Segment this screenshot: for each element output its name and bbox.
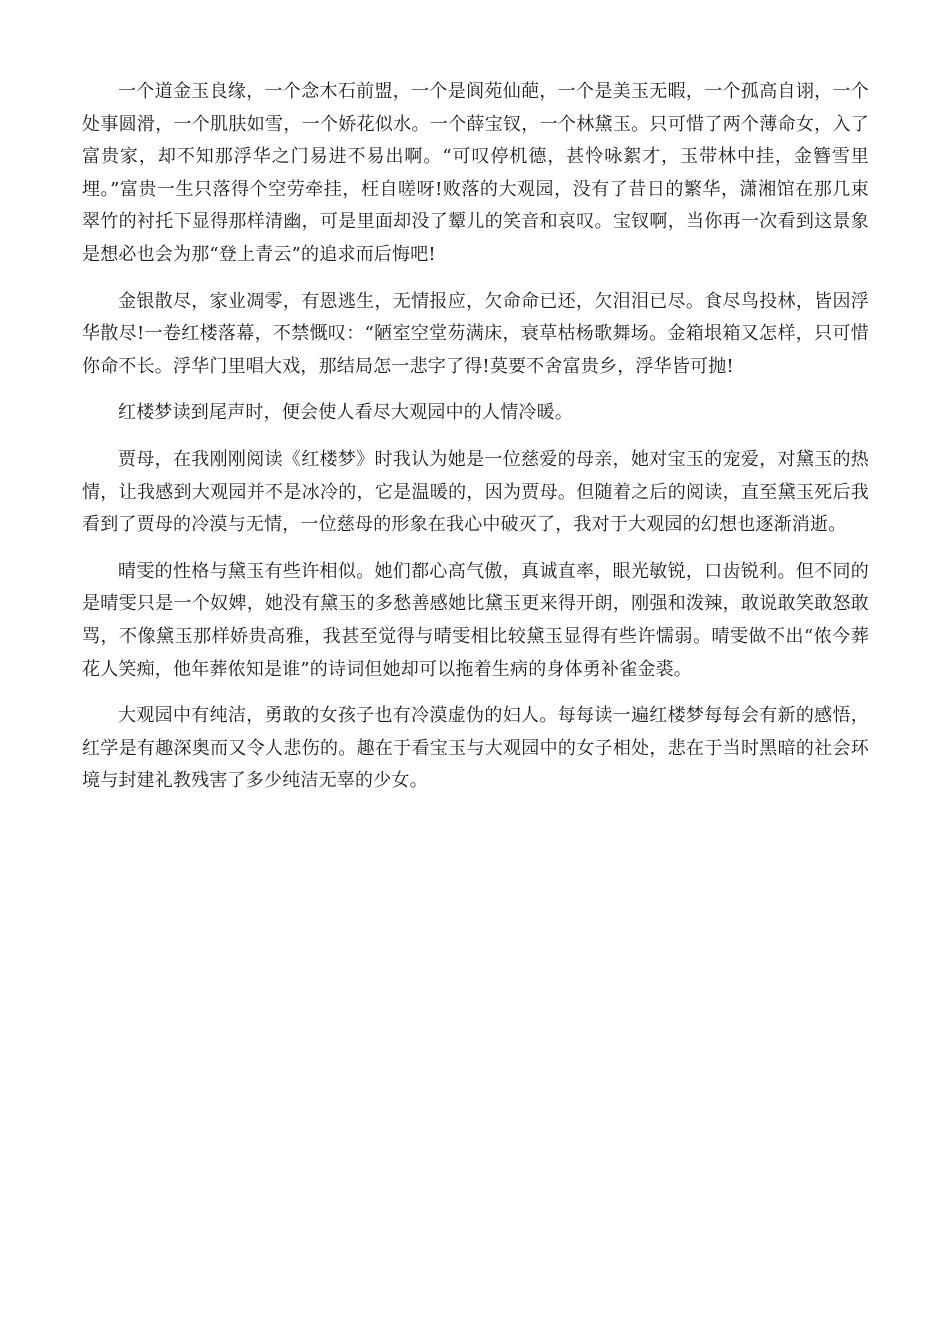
paragraph-3: 红楼梦读到尾声时，便会使人看尽大观园中的人情冷暖。 [118, 402, 573, 424]
document-body [82, 76, 869, 812]
paragraph-2: 金银散尽，家业凋零，有恩逃生，无情报应，欠命命已还，欠泪泪已尽。食尽鸟投林，皆因浮华散尽!一卷红楼落幕，不禁慨叹：“陋室空堂芴满床，衰草枯杨歌舞场。金箱垠箱又怎样，只可惜你命不长。浮华门里唱大戏，那结局怎一悲字了得!莫要不舍富贵乡，浮华皆可抛! [82, 290, 869, 377]
paragraph-1: 一个道金玉良缘，一个念木石前盟，一个是阆苑仙葩，一个是美玉无暇，一个孤高自诩，一个处事圆滑，一个肌肤如雪，一个娇花似水。一个薛宝钗，一个林黛玉。只可惜了两个薄命女，入了富贵家，却不知那浮华之门易进不易出啊。“可叹停机德，甚怜咏絮才，玉带林中挂，金簪雪里埋。”富贵一生只落得个空劳牵挂，枉自嗟呀!败落的大观园，没有了昔日的繁华，潇湘馆在那几束翠竹的衬托下显得那样清幽，可是里面却没了颦儿的笑音和哀叹。宝钗啊，当你再一次看到这景象是想必也会为那“登上青云”的追求而后悔吧! [82, 81, 869, 265]
paragraph-6: 大观园中有纯洁，勇敢的女孩子也有冷漠虚伪的妇人。每每读一遍红楼梦每每会有新的感悟，红学是有趣深奥而又令人悲伤的。趣在于看宝玉与大观园中的女子相处，悲在于当时黑暗的社会环境与封建礼教残害了多少纯洁无辜的少女。 [82, 705, 869, 792]
paragraph-5: 晴雯的性格与黛玉有些许相似。她们都心高气傲，真诚直率，眼光敏锐，口齿锐利。但不同的是晴雯只是一个奴婢，她没有黛玉的多愁善感她比黛玉更来得开朗，刚强和泼辣，敢说敢笑敢怒敢骂，不像黛玉那样娇贵高雅，我甚至觉得与晴雯相比较黛玉显得有些许懦弱。晴雯做不出“侬今葬花人笑痴，他年葬侬知是谁”的诗词但她却可以拖着生病的身体勇补雀金裘。 [82, 560, 869, 680]
paragraph-4: 贾母，在我刚刚阅读《红楼梦》时我认为她是一位慈爱的母亲，她对宝玉的宠爱，对黛玉的热情，让我感到大观园并不是冰冷的，它是温暖的，因为贾母。但随着之后的阅读，直至黛玉死后我看到了贾母的冷漠与无情，一位慈母的形象在我心中破灭了，我对于大观园的幻想也逐渐消逝。 [82, 448, 869, 536]
